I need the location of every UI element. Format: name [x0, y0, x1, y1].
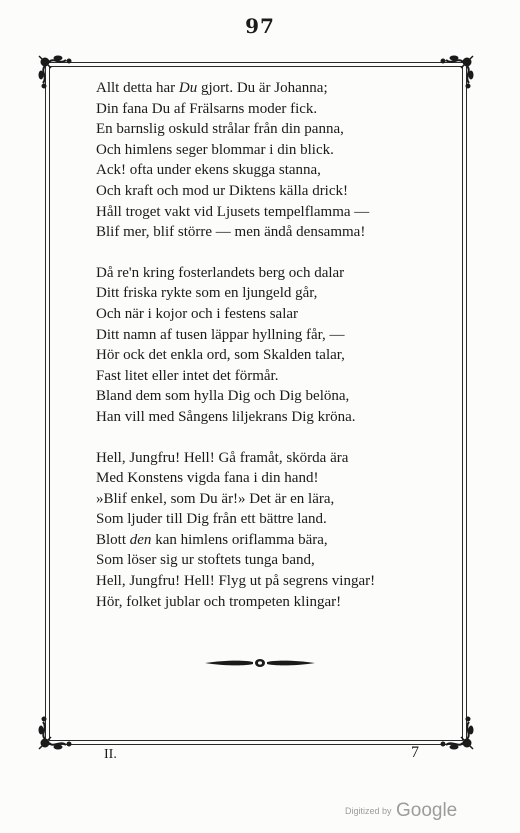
poem-line: Ditt namn af tusen läppar hyllning får, —: [96, 326, 345, 343]
google-logo: Google: [395, 800, 458, 821]
poem-line: Och himlens seger blommar i din blick.: [96, 141, 334, 158]
poem-line: Med Konstens vigda fana i din hand!: [96, 470, 319, 487]
poem-line: Din fana Du af Frälsarns moder fick.: [96, 100, 318, 117]
line-text: kan himlens oriflamma bära,: [151, 531, 328, 548]
poem-line: En barnslig oskuld strålar från din panna,: [96, 121, 344, 138]
poem-line: Som löser sig ur stoftets tunga band,: [96, 552, 315, 569]
stanza: [96, 448, 436, 613]
ornamental-rule-icon: [205, 656, 315, 670]
line-text: Blott: [96, 531, 130, 548]
poem-line: »Blif enkel, som Du är!» Det är en lära,: [96, 490, 335, 507]
poem-line: Hell, Jungfru! Hell! Gå framåt, skörda ära: [96, 449, 349, 466]
poem-line: Fast litet eller intet det förmår.: [96, 367, 279, 384]
poem-line: Hell, Jungfru! Hell! Flyg ut på segrens vingar!: [96, 573, 376, 590]
floral-corner-ornament-icon: [434, 710, 476, 752]
google-watermark: [345, 800, 457, 822]
floral-corner-ornament-icon: [36, 53, 78, 95]
line-text: Allt detta har: [96, 80, 179, 96]
poem-line: Blif mer, blif större — men ändå densamma!: [96, 224, 366, 241]
stanza: [96, 78, 436, 243]
poem-line: Som ljuder till Dig från ett bättre land.: [96, 511, 327, 528]
poem-line: Hör, folket jublar och trompeten klingar!: [96, 593, 342, 610]
poem-line: Ditt friska rykte som en ljungeld går,: [96, 285, 318, 302]
poem-line: Han vill med Sångens liljekrans Dig kröna.: [96, 408, 356, 425]
signature-mark: II.: [104, 747, 117, 762]
poem-line: Håll troget vakt vid Ljusets tempelflamma —: [96, 203, 370, 220]
floral-corner-ornament-icon: [36, 710, 78, 752]
poem-line: Hör ock det enkla ord, som Skalden talar,: [96, 347, 345, 364]
floral-corner-ornament-icon: [434, 53, 476, 95]
line-text: gjort. Du är Johanna;: [197, 80, 328, 96]
emphasized-word: den: [129, 531, 152, 548]
poem-line: Och när i kojor och i festens salar: [96, 305, 299, 322]
stanza: [96, 263, 436, 428]
poem-line: [96, 78, 436, 99]
poem-line: [96, 530, 436, 551]
page-number: 97: [245, 14, 275, 38]
poem-line: Bland dem som hylla Dig och Dig belöna,: [96, 388, 350, 405]
watermark-prefix: Digitized by: [345, 806, 392, 816]
poem-line: Då re'n kring fosterlandets berg och dalar: [96, 264, 345, 281]
signature-number: 7: [411, 744, 419, 761]
poem-line: Och kraft och mod ur Diktens källa drick!: [96, 182, 349, 199]
emphasized-word: Du: [178, 80, 198, 96]
poem-body: [96, 78, 436, 612]
poem-line: Ack! ofta under ekens skugga stanna,: [96, 162, 321, 179]
